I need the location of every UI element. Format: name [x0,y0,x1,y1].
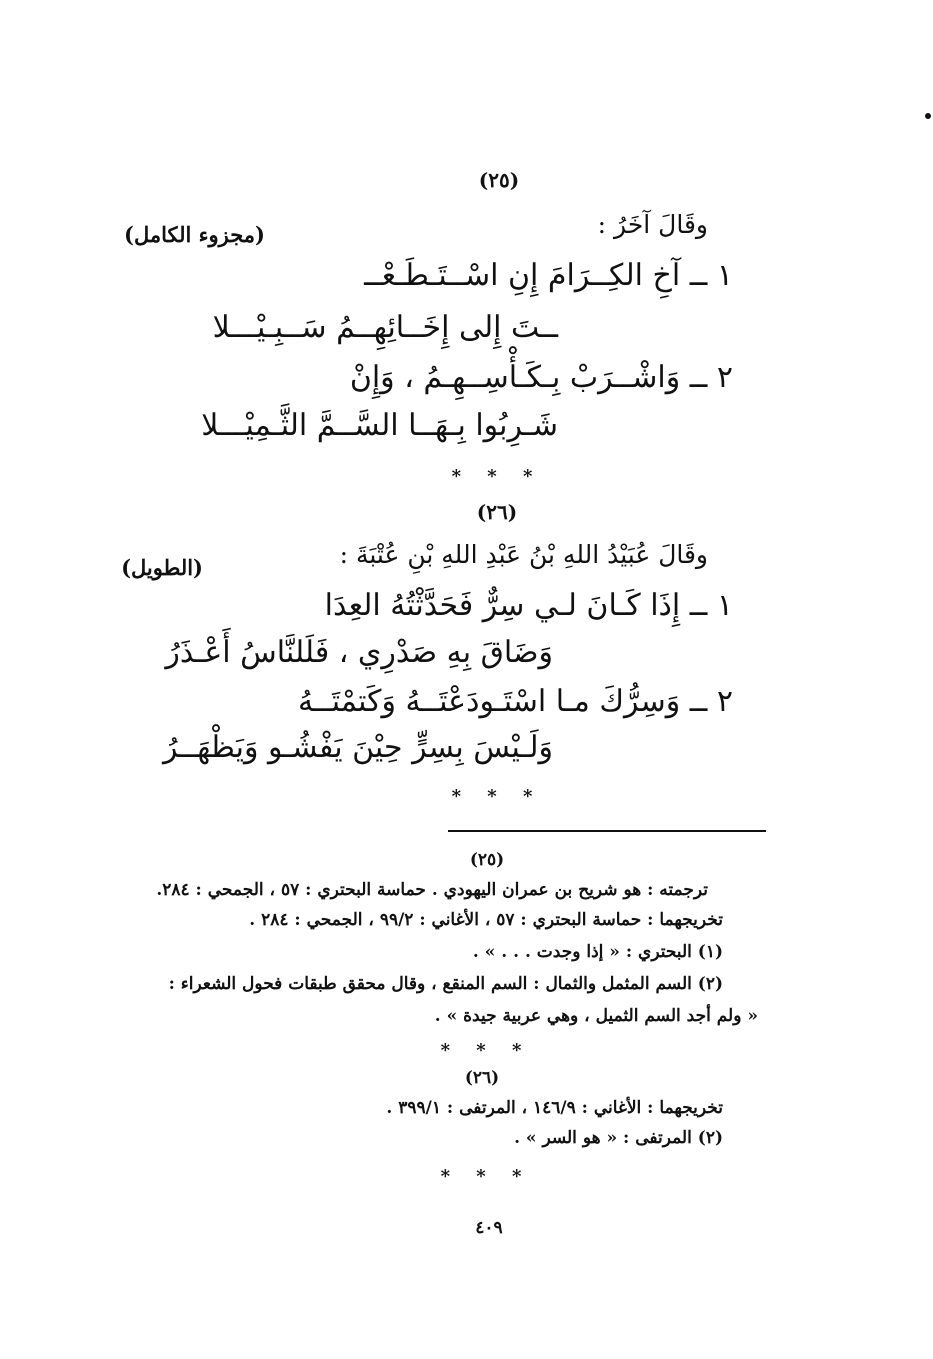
footnote-number: (٢٦) [464,1068,500,1088]
section-separator: * * * [451,466,543,487]
footnote-number: (٢٥) [469,850,505,870]
verse-line: ٢ ــ وَاشْــرَبْ بِـكَـأْسِــهِـمُ ، وَإِنْ [349,360,733,395]
verse-line: وَلَـيْسَ بِسِرٍّ حِيْنَ يَفْشُـو وَيَظْهَــرُ [163,730,553,765]
footnote-line: « ولم أجد السم الثميل ، وهي عربية جيدة » . [434,1006,758,1026]
footnote-line: (٢) السم المثمل والثمال : السم المنقع ، وقال محقق طبقات فحول الشعراء : [168,974,723,994]
footnote-line: (٢) المرتفى : « هو السر » . [514,1128,723,1148]
verse-line: شَـرِبُوا بِـهَــا السَّــمَّ الثَّـمِيْـــلا [201,408,558,443]
footnote-line: ترجمته : هو شريح بن عمران اليهودي . حماسة البحتري : ٥٧ ، الجمحي : ٢٨٤. [156,880,708,900]
section-separator: * * * [440,1166,532,1187]
footnote-rule [448,830,766,832]
page-number: ٤٠٩ [475,1218,503,1238]
footnote-line: تخريجهما : الأغاني : ١٤٦/٩ ، المرتفى : ٣٩٩/١ . [386,1098,723,1118]
verse-line: ــتَ إِلى إِخَــائِهِــمُ سَــبِـيْـــلا [212,310,558,345]
footnote-line: تخريجهما : حماسة البحتري : ٥٧ ، الأغاني : ٩٩/٢ ، الجمحي : ٢٨٤ . [249,910,723,930]
margin-mark [925,113,931,119]
poem-meter: (الطويل) [121,555,203,580]
verse-line: ١ ــ إِذَا كَـانَ لـي سِرٌّ فَحَدَّثْتُهُ العِدَا [324,588,733,623]
poem-meter: (مجزوء الكامل) [124,222,265,247]
poem-intro: وقَالَ آخَرُ : [597,210,708,239]
footnote-line: (١) البحتري : « إذا وجدت . . . » . [472,942,723,962]
poem-number: (٢٥) [478,168,520,192]
verse-line: ١ ــ آخِ الكِــرَامَ إِنِ اسْــتَـطَـعْــ [364,258,733,293]
poem-number: (٢٦) [476,500,518,524]
poem-intro: وقَالَ عُبَيْدُ اللهِ بْنُ عَبْدِ اللهِ بْنِ عُتْبَةَ : [339,540,708,569]
section-separator: * * * [451,786,543,807]
verse-line: ٢ ــ وَسِرُّكَ مـا اسْتَـودَعْتَــهُ وَكَتمْتَــهُ [298,684,733,719]
section-separator: * * * [440,1040,532,1061]
verse-line: وَضَاقَ بِهِ صَدْرِي ، فَلَلنَّاسُ أَعْـذَرُ [165,635,553,670]
